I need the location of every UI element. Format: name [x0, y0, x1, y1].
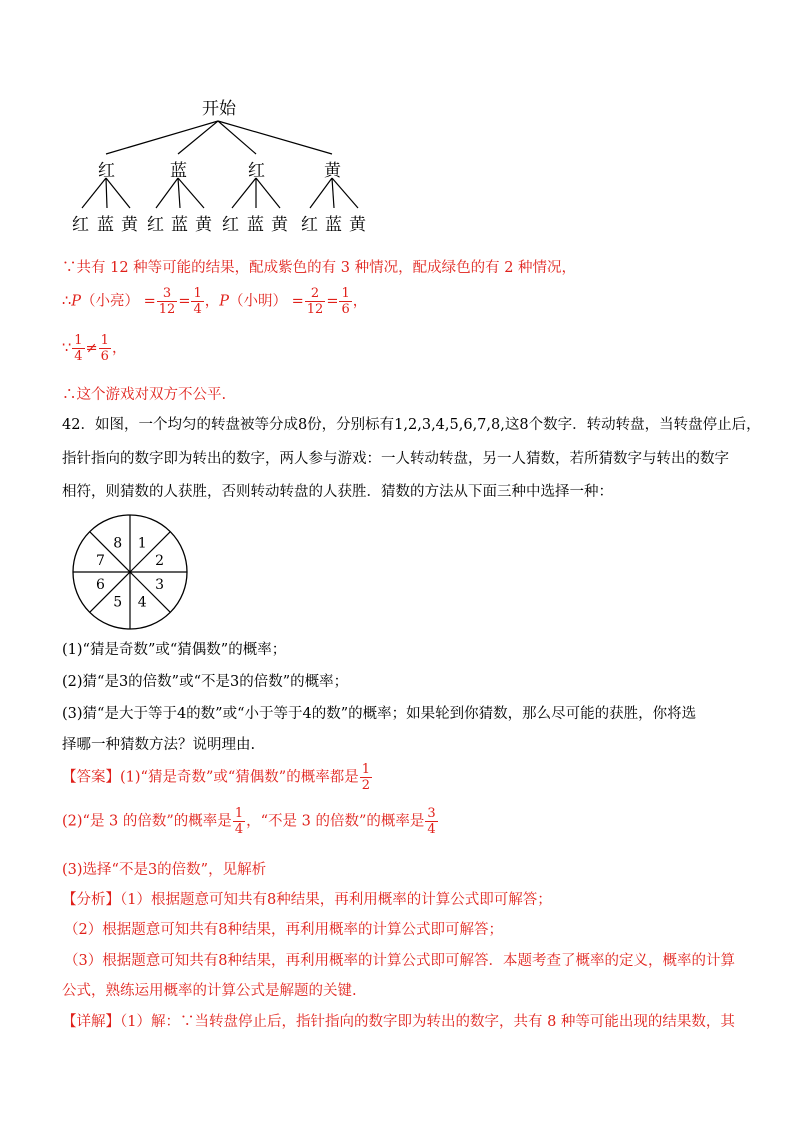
solution-line-3	[62, 333, 126, 364]
analysis-1: 【分析】（1）根据题意可知共有8种结果，再利用概率的计算公式即可解答；	[62, 892, 552, 908]
separator: ，	[352, 293, 368, 310]
wheel-number: 7	[95, 552, 105, 569]
because-symbol: ∵	[62, 340, 72, 357]
solution-line-4: ∴这个游戏对双方不公平.	[62, 387, 227, 403]
wheel-number: 1	[137, 535, 147, 552]
analysis-2: （2）根据题意可知共有8种结果，再利用概率的计算公式即可解答；	[64, 922, 503, 938]
tree-l2-node: 黄	[349, 215, 366, 235]
analysis-4: 公式，熟练运用概率的计算公式是解题的关键.	[62, 983, 357, 999]
wheel-number: 6	[95, 577, 105, 594]
equals-sign: =	[291, 293, 304, 310]
probability-tree-diagram	[60, 88, 390, 238]
fraction-3-4: $\frac{3}{4}$	[427, 806, 436, 837]
tree-l2-node: 红	[222, 215, 239, 235]
label-xiaoliang: （小亮）	[81, 293, 139, 310]
tree-l1-node: 红	[248, 161, 265, 181]
tree-l1-node: 蓝	[170, 161, 187, 181]
question-42-para-3: 相符，则猜数的人获胜，否则转动转盘的人获胜．猜数的方法从下面三种中选择一种：	[62, 484, 613, 500]
tree-root: 开始	[202, 99, 236, 119]
fraction-1-6: $\frac{1}{6}$	[100, 333, 109, 364]
wheel-divider	[130, 572, 170, 612]
fraction-1-4: $\frac{1}{4}$	[234, 806, 244, 837]
tree-l2-node: 红	[72, 215, 89, 235]
answer-1	[62, 762, 373, 793]
tree-l2-node: 蓝	[97, 215, 114, 235]
not-equal-sign: ≠	[85, 340, 98, 357]
wheel-number: 5	[113, 594, 123, 611]
probability-symbol: P	[219, 293, 230, 310]
probability-symbol: P	[71, 293, 81, 310]
wheel-divider	[130, 532, 170, 572]
wheel-number: 2	[155, 552, 165, 569]
wheel-number: 4	[137, 594, 147, 611]
label-xiaoming: （小明）	[229, 293, 288, 310]
tree-l1-node: 红	[98, 161, 115, 181]
fraction-1-6: $\frac{1}{6}$	[341, 286, 350, 317]
answer-1-text: 【答案】(1)“猜是奇数”或“猜偶数”的概率都是	[62, 769, 359, 786]
equals-sign: =	[143, 293, 156, 310]
tree-l2-node: 红	[301, 215, 318, 235]
answer-3: (3)选择“不是3的倍数”，见解析	[62, 862, 267, 878]
fraction-2-12: $\frac{2}{12}$	[306, 286, 324, 317]
fraction-3-12: $\frac{3}{12}$	[158, 286, 176, 317]
fraction-1-4: $\frac{1}{4}$	[193, 286, 202, 317]
separator: ，	[111, 340, 127, 357]
fraction-1-4: $\frac{1}{4}$	[74, 333, 83, 364]
solution-line-2	[62, 286, 367, 317]
answer-2-text-a: (2)“是 3 的倍数”的概率是	[62, 813, 232, 830]
equals-sign: =	[326, 293, 339, 310]
sub-question-2: (2)猜“是3的倍数”或“不是3的倍数”的概率；	[62, 674, 349, 690]
separator: ，	[204, 293, 220, 310]
spinner-wheel	[70, 512, 190, 636]
tree-l2-node: 黄	[195, 215, 212, 235]
therefore-symbol: ∴	[62, 293, 72, 310]
answer-2	[62, 806, 439, 837]
sub-question-3a: (3)猜“是大于等于4的数”或“小于等于4的数”的概率；如果轮到你猜数，那么尽可能的获胜，你将选	[62, 706, 697, 722]
tree-l2-node: 蓝	[171, 215, 188, 235]
tree-l2-node: 黄	[271, 215, 288, 235]
tree-l2-node: 蓝	[325, 215, 342, 235]
wheel-number: 8	[113, 535, 123, 552]
equals-sign: =	[178, 293, 191, 310]
sub-question-3b: 择哪一种猜数方法？说明理由.	[62, 737, 256, 753]
tree-l2-node: 蓝	[247, 215, 264, 235]
answer-2-text-b: ，“不是 3 的倍数”的概率是	[246, 813, 425, 830]
detail-1: 【详解】（1）解：∵当转盘停止后，指针指向的数字即为转出的数字，共有 8 种等可能出现的结果数，其	[62, 1014, 735, 1030]
tree-l1-node: 黄	[324, 161, 341, 181]
question-42-para-1: 42．如图，一个均匀的转盘被等分成8份，分别标有1,2,3,4,5,6,7,8,这8个数字．转动转盘，当转盘停止后，	[62, 417, 761, 433]
wheel-number: 3	[155, 577, 165, 594]
sub-question-1: (1)“猜是奇数”或“猜偶数”的概率；	[62, 642, 287, 658]
fraction-1-2: $\frac{1}{2}$	[361, 762, 370, 793]
tree-l2-node: 黄	[121, 215, 138, 235]
solution-line-1: ∵共有 12 种等可能的结果，配成紫色的有 3 种情况，配成绿色的有 2 种情况，	[62, 260, 577, 276]
spinner-wheel-svg	[70, 512, 190, 632]
analysis-3: （3）根据题意可知共有8种结果，再利用概率的计算公式即可解答．本题考查了概率的定义，概率的计算	[64, 953, 735, 969]
tree-l2-node: 红	[147, 215, 164, 235]
question-42-para-2: 指针指向的数字即为转出的数字，两人参与游戏：一人转动转盘，另一人猜数，若所猜数字与转出的数字	[62, 451, 729, 467]
